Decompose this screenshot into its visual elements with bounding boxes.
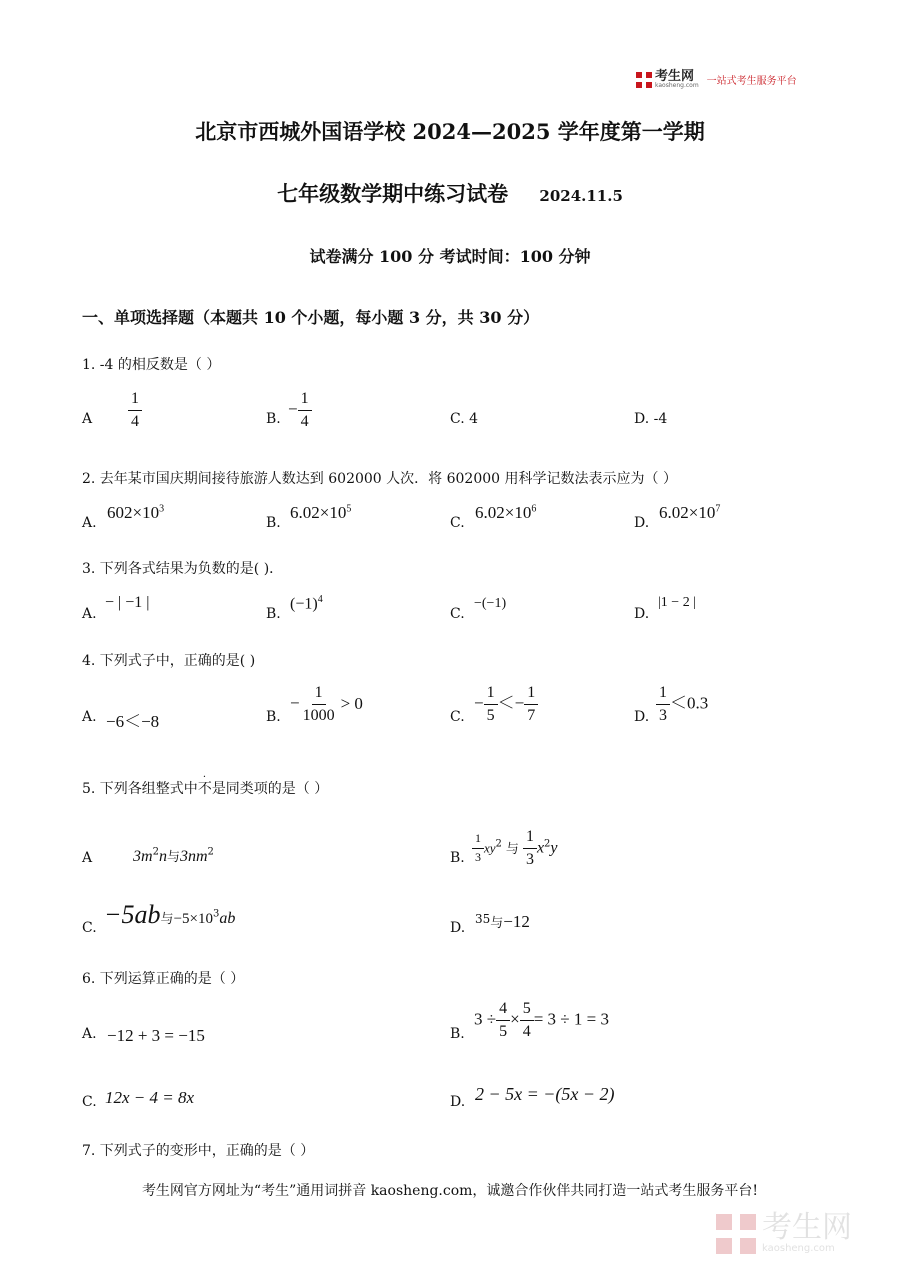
q4-option-c-label: C.: [450, 709, 465, 725]
q3-option-a-math: − | −1 |: [105, 594, 150, 611]
q2-option-b-label: B.: [266, 515, 281, 531]
header-logo: [636, 70, 797, 89]
q2-option-b-math: $6.02\times 10^5$: [290, 503, 352, 522]
q2-option-a-math: $602\times 10^3$: [107, 503, 165, 522]
q5-option-b-label: B.: [450, 850, 465, 866]
q3-option-b-label: B.: [266, 606, 281, 622]
exam-title-line2: [0, 178, 900, 208]
section-heading: 一、单项选择题（本题共 10 个小题，每小题 3 分，共 30 分）: [82, 308, 540, 327]
question-3-stem: 3. 下列各式结果为负数的是( )．: [82, 561, 284, 577]
exam-subtitle: 七年级数学期中练习试卷: [277, 181, 509, 206]
q4-option-a-label: A.: [82, 709, 97, 725]
question-1-stem: 1. -4 的相反数是（ ）: [82, 357, 221, 373]
q3-option-b-math: $(-1)^4$: [290, 594, 323, 613]
logo-name: 考生网: [655, 69, 695, 84]
q5-option-d-math: $^{35}$与−12: [475, 912, 530, 931]
q6-option-d-label: D.: [450, 1094, 466, 1110]
q6-option-a-math: −12 + 3 = −15: [107, 1026, 205, 1045]
q4-option-d-math: $\frac{1}{3}$ ＜0.3: [656, 684, 708, 724]
q3-option-c-math: −(−1): [474, 596, 507, 611]
q1-option-b-fraction: − $\frac{1}{4}$: [288, 390, 312, 430]
watermark: [716, 1210, 852, 1254]
q5-option-b-math: $\frac{1}{3}$ $xy^2$ 与 $\frac{1}{3}$ $x^2y$: [472, 828, 558, 868]
question-4-stem: 4. 下列式子中，正确的是( ): [82, 653, 256, 669]
q3-option-d-label: D.: [634, 606, 650, 622]
question-5-stem: 5. 下列各组整式中不 · 是同类项的是（ ）: [82, 772, 329, 797]
q2-option-d-math: $6.02\times 10^7$: [659, 503, 721, 522]
watermark-domain: kaosheng.com: [762, 1243, 835, 1254]
exam-title-line1: 北京市西城外国语学校 2024—2025 学年度第一学期: [195, 119, 705, 144]
q2-option-c-label: C.: [450, 515, 465, 531]
watermark-name: 考生网: [762, 1210, 852, 1245]
footer-note: 考生网官方网址为“考生”通用词拼音 kaosheng.com，诚邀合作伙伴共同打造一站式考生服务平台!: [141, 1183, 759, 1199]
q4-option-b-math: − $\frac{1}{1000}$ > 0: [290, 684, 363, 724]
emphasis-dot-char: 不 ·: [197, 772, 212, 797]
question-7-stem: 7. 下列式子的变形中，正确的是（ ）: [82, 1143, 315, 1159]
q1-option-b-label: B.: [266, 411, 281, 427]
q1-option-a-fraction: $\frac{1}{4}$: [128, 390, 142, 430]
logo-slogan: 一站式考生服务平台: [706, 76, 797, 87]
q6-option-b-label: B.: [450, 1026, 465, 1042]
q5-option-c-math: −5ab与$-5\times 10^3ab$: [104, 900, 236, 929]
kaosheng-logo-icon: [636, 72, 652, 88]
exam-date: 2024.11.5: [539, 187, 623, 205]
q4-option-a-math: −6＜−8: [106, 712, 160, 731]
q6-option-d-math: 2 − 5x = −(5x − 2): [475, 1084, 615, 1104]
q1-option-c: C. 4: [450, 411, 479, 427]
logo-domain: kaosheng.com: [655, 82, 699, 89]
exam-info: 试卷满分 100 分 考试时间：100 分钟: [309, 247, 591, 266]
q4-option-b-label: B.: [266, 709, 281, 725]
question-2-stem: 2. 去年某市国庆期间接待旅游人数达到 602000 人次．将 602000 用科学记数法表示应为（ ）: [82, 471, 677, 487]
q6-option-c-label: C.: [82, 1094, 97, 1110]
q5-option-a-math: $3m^2n$与$3nm^2$: [133, 846, 214, 865]
q5-option-d-label: D.: [450, 920, 466, 936]
q5-option-a-label: A: [82, 850, 93, 866]
q2-option-a-label: A.: [82, 515, 97, 531]
q6-option-a-label: A.: [82, 1026, 97, 1042]
q3-option-d-math: |1 − 2 |: [658, 595, 697, 610]
q3-option-a-label: A.: [82, 606, 97, 622]
q3-option-c-label: C.: [450, 606, 465, 622]
q6-option-c-math: 12x − 4 = 8x: [105, 1088, 195, 1107]
q2-option-c-math: $6.02\times 10^6$: [475, 503, 537, 522]
q1-option-d: D. -4: [634, 411, 668, 427]
q6-option-b-math: 3 ÷ $\frac{4}{5}$ × $\frac{5}{4}$ = 3 ÷ 1 = 3: [474, 1000, 609, 1040]
watermark-logo-icon: [716, 1214, 756, 1254]
q4-option-d-label: D.: [634, 709, 650, 725]
q4-option-c-math: − $\frac{1}{5}$ ＜− $\frac{1}{7}$: [474, 684, 538, 724]
q2-option-d-label: D.: [634, 515, 650, 531]
q5-option-c-label: C.: [82, 920, 97, 936]
question-6-stem: 6. 下列运算正确的是（ ）: [82, 971, 245, 987]
q1-option-a-label: A: [82, 411, 93, 427]
